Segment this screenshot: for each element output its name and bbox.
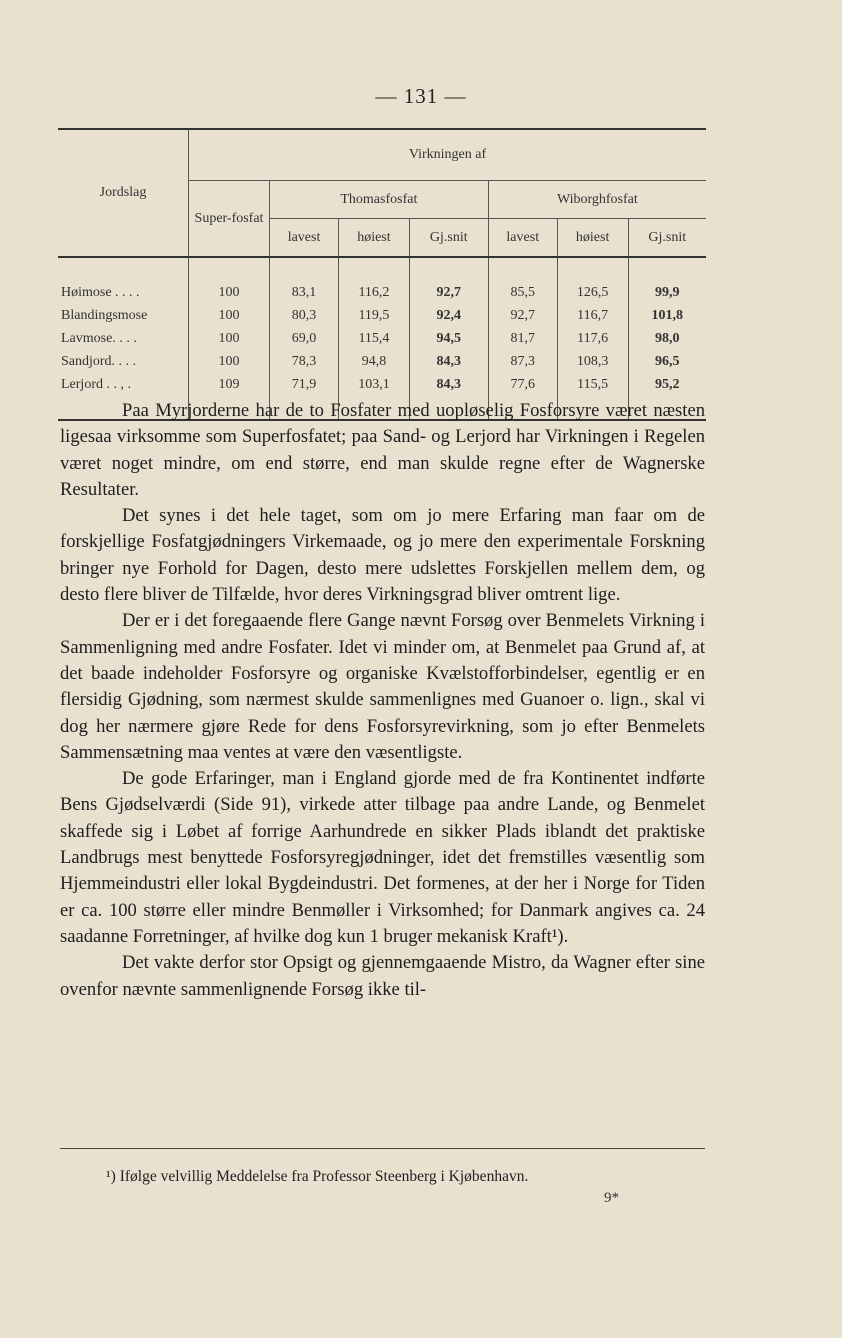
row-value: 84,3 (409, 373, 488, 396)
row-value: 96,5 (628, 350, 706, 373)
table-row (58, 327, 706, 350)
row-value: 71,9 (270, 373, 339, 396)
row-value: 98,0 (628, 327, 706, 350)
row-value: 101,8 (628, 304, 706, 327)
subheader-wiborg-hoiest: høiest (557, 219, 628, 258)
header-wiborghfosfat: Wiborghfosfat (488, 181, 706, 219)
footnote-text: Ifølge velvillig Meddelelse fra Professor Steenberg i Kjøbenhavn. (119, 1168, 529, 1185)
header-jordslag: Jordslag (58, 129, 189, 257)
row-value: 95,2 (628, 373, 706, 396)
row-name: Lerjord . . , . (61, 376, 131, 392)
row-value: 78,3 (270, 350, 339, 373)
row-value: 119,5 (339, 304, 410, 327)
table-row (58, 281, 706, 304)
footnote (106, 1168, 666, 1186)
row-value: 92,7 (488, 304, 557, 327)
row-value: 116,2 (339, 281, 410, 304)
paragraph: Det vakte derfor stor Opsigt og gjennemgaaende Mistro, da Wagner efter sine ovenfor nævnte sammenlignende Forsøg ikke til- (60, 952, 705, 1000)
row-name: Sandjord. . . . (61, 353, 137, 369)
paragraph: Der er i det foregaaende flere Gange nævnt Forsøg over Benmelets Virkning i Sammenligning med andre Fosfater. Idet vi minder om, at Benmelet paa Grund af, at det baade indeholder Fosforsyre og organiske Kvælstofforbindelser, egentlig er en flersidig Gjødning, som nærmest skulde sammenlignes med Guanoer o. lign., skal vi dog her nærmere gjøre Rede for dens Fosforsyrevirkning, som jo efter Benmelets Sammensætning maa ventes at være den væsentligste. (60, 610, 705, 763)
row-value: 81,7 (488, 327, 557, 350)
row-super: 100 (189, 281, 270, 304)
row-value: 116,7 (557, 304, 628, 327)
row-value: 87,3 (488, 350, 557, 373)
row-value: 103,1 (339, 373, 410, 396)
subheader-thomas-hoiest: høiest (339, 219, 410, 258)
paragraph: Paa Myrjorderne har de to Fosfater med uopløselig Fosforsyre været næsten ligesaa virksomme som Superfosfatet; paa Sand- og Lerjord har Virkningen i Regelen været noget mindre, om end større, end man skulde regne efter de Wagnerske Resultater. (60, 400, 705, 500)
row-super: 109 (189, 373, 270, 396)
row-value: 115,4 (339, 327, 410, 350)
subheader-wiborg-gjsnit: Gj.snit (628, 219, 706, 258)
row-value: 83,1 (270, 281, 339, 304)
row-value: 117,6 (557, 327, 628, 350)
paragraph: De gode Erfaringer, man i England gjorde med de fra Kontinentet indførte Bens Gjødselværdi (Side 91), virkede atter tilbage paa andre Lande, og Benmelet skaffede sig i Løbet af forrige Aarhundrede en sikker Plads iblandt det praktiske Landbrugs mest benyttede Fosforsyregjødninger, idet det fremstilles væsentlig som Hjemmeindustri eller lokal Bygdeindustri. Det formenes, at der her i Norge for Tiden er ca. 100 større eller mindre Benmøller i Virksomhed; for Danmark angives ca. 24 saadanne Forretninger, af hvilke dog kun 1 bruger mekanisk Kraft¹). (60, 768, 705, 947)
row-value: 94,5 (409, 327, 488, 350)
row-name: Blandingsmose (61, 307, 148, 323)
row-value: 85,5 (488, 281, 557, 304)
subheader-wiborg-lavest: lavest (488, 219, 557, 258)
row-value: 126,5 (557, 281, 628, 304)
row-super: 100 (189, 327, 270, 350)
header-superfosfat: Super-fosfat (189, 181, 270, 258)
row-value: 108,3 (557, 350, 628, 373)
table-row (58, 350, 706, 373)
header-virkningen: Virkningen af (189, 129, 707, 181)
row-value: 77,6 (488, 373, 557, 396)
row-value: 94,8 (339, 350, 410, 373)
subheader-thomas-lavest: lavest (270, 219, 339, 258)
row-value: 80,3 (270, 304, 339, 327)
body-text (60, 398, 705, 1003)
row-name: Høimose . . . . (61, 284, 140, 300)
table-row (58, 373, 706, 396)
page-number: — 131 — (375, 84, 467, 108)
paragraph: Det synes i det hele taget, som om jo mere Erfaring man faar om de forskjellige Fosfatgjødningers Virkemaade, og jo mere den experimentale Forskning bringer nye Forhold for Dagen, desto mere udslettes Forskjellen mellem dem, og desto flere bliver de Tilfælde, hvor deres Virkningsgrad bliver omtrent lige. (60, 505, 705, 606)
row-value: 92,7 (409, 281, 488, 304)
results-table (58, 128, 706, 421)
table-row (58, 304, 706, 327)
row-super: 100 (189, 350, 270, 373)
row-value: 115,5 (557, 373, 628, 396)
row-value: 84,3 (409, 350, 488, 373)
header-thomasfosfat: Thomasfosfat (270, 181, 489, 219)
row-super: 100 (189, 304, 270, 327)
signature-mark: 9* (604, 1190, 619, 1206)
subheader-thomas-gjsnit: Gj.snit (409, 219, 488, 258)
footnote-divider (60, 1148, 705, 1149)
row-name: Lavmose. . . . (61, 330, 137, 346)
row-value: 99,9 (628, 281, 706, 304)
row-value: 69,0 (270, 327, 339, 350)
row-value: 92,4 (409, 304, 488, 327)
footnote-mark: ¹) (106, 1168, 116, 1185)
